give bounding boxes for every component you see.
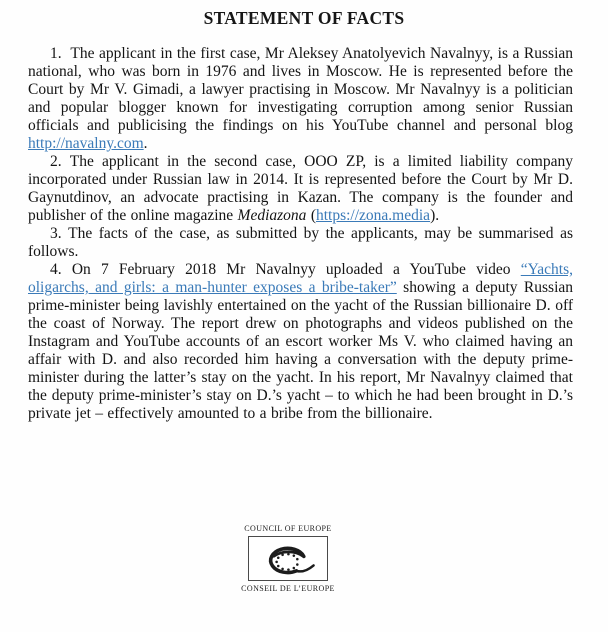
council-of-europe-logo: [241, 524, 335, 594]
hyperlink[interactable]: http://navalny.com: [28, 135, 144, 152]
council-of-europe-label-en: COUNCIL OF EUROPE: [244, 524, 332, 533]
text-segment: showing a deputy Russian prime-minister being lavishly entertained on the yacht of the Russian billionaire D. off the coast of Norway. The report drew on photographs and videos published on the Instagram and YouTube accounts of an escort worker Ms V. who claimed having an affair with D. and also recorded him having a conversation with the deputy prime-minister during the latter’s stay on the yacht. In his report, Mr Navalnyy claimed that the deputy prime-minister’s stay on D.’s yacht – to which he had been brought in D.’s private jet – effectively amounted to a bribe from the billionaire.: [28, 279, 574, 422]
text-segment: .: [143, 135, 148, 152]
text-segment: ).: [430, 207, 440, 224]
council-of-europe-emblem-icon: [256, 540, 320, 578]
hyperlink[interactable]: “Yachts, oligarchs, and girls: a man-hunter exposes a bribe-taker”: [28, 261, 573, 296]
paragraph-2: [28, 153, 573, 225]
paragraph-1: [28, 45, 573, 153]
text-segment: 2. The applicant in the second case, OOO ZP, is a limited liability company incorporated under Russian law in 2014. It is represented before the Court by Mr D. Gaynutdinov, an advocate practising in Kazan. The company is the founder and publisher of the online magazine: [28, 153, 573, 224]
council-of-europe-label-fr: CONSEIL DE L’EUROPE: [241, 584, 335, 593]
text-segment: Mediazona: [237, 207, 307, 224]
paragraph-3: [28, 225, 573, 261]
text-segment: (: [306, 207, 316, 224]
council-of-europe-emblem-box: [248, 536, 328, 581]
text-segment: 1. The applicant in the first case, Mr Aleksey Anatolyevich Navalnyy, is a Russian national, who was born in 1976 and lives in Moscow. He is represented before the Court by Mr V. Gimadi, a lawyer practising in Moscow. Mr Navalnyy is a politician and popular blogger known for investigating corruption among senior Russian officials and publicising the findings on his YouTube channel and personal blog: [28, 45, 573, 134]
hyperlink[interactable]: https://zona.media: [315, 207, 431, 224]
text-segment: 4. On 7 February 2018 Mr Navalnyy uploaded a YouTube video: [50, 261, 521, 278]
text-segment: 3. The facts of the case, as submitted by the applicants, may be summarised as follows.: [28, 225, 573, 260]
paragraph-4: [28, 261, 573, 423]
document-body: [0, 45, 608, 423]
page-title: STATEMENT OF FACTS: [203, 8, 405, 28]
footer-logo-area: [0, 524, 608, 594]
